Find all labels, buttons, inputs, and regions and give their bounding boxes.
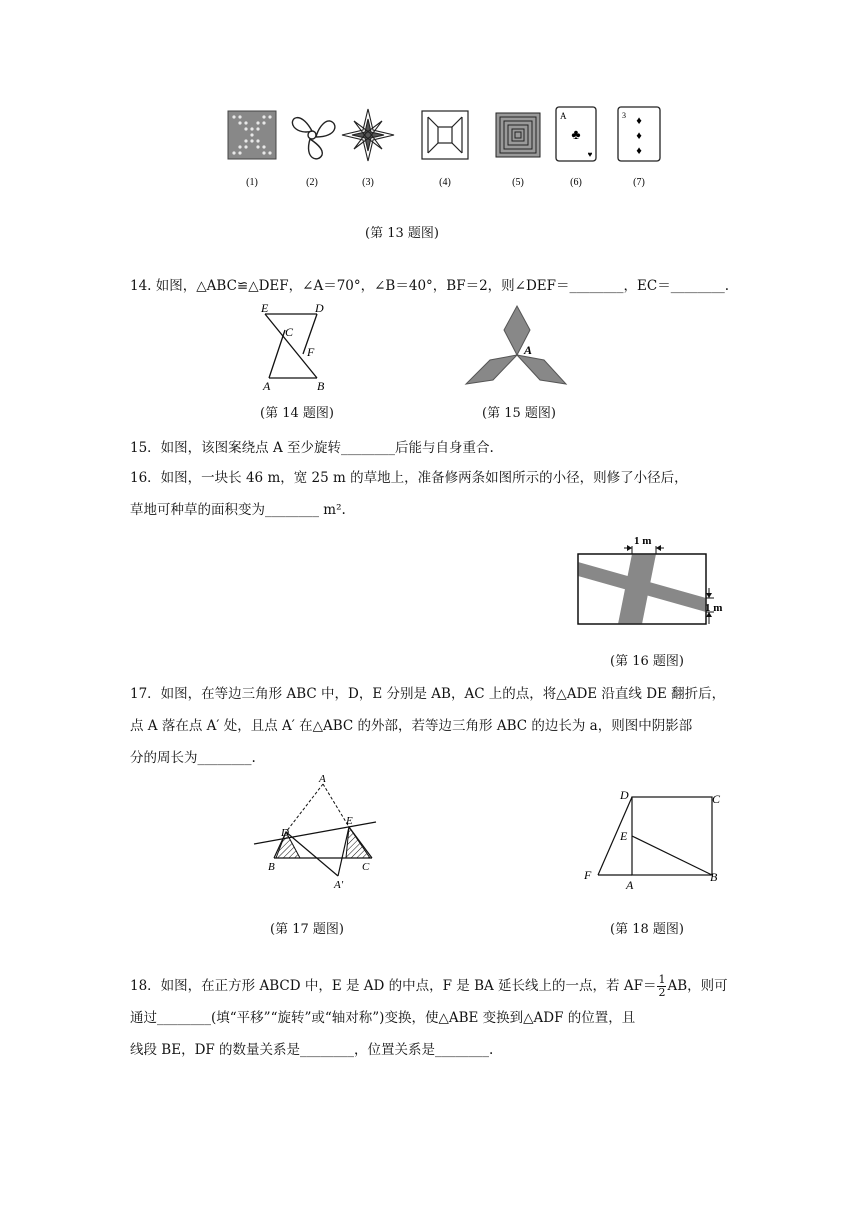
question-18-line-2: 通过________(填“平移”“旋转”或“轴对称”)变换，使△ABE 变换到△ADF 的位置，且 bbox=[130, 1010, 636, 1026]
fig17-point-C: C bbox=[362, 861, 370, 873]
fraction-denominator: 2 bbox=[658, 986, 666, 999]
figure-17-caption: (第 17 题图) bbox=[270, 922, 344, 937]
figure-13 bbox=[220, 105, 680, 195]
figure-18 bbox=[578, 785, 728, 890]
fig14-point-B: B bbox=[317, 379, 325, 393]
fig13-label-3: (3) bbox=[362, 177, 374, 188]
fig18-point-A: A bbox=[626, 878, 634, 890]
question-18-line-1-a: 18．如图，在正方形 ABCD 中，E 是 AD 的中点，F 是 BA 延长线上的一点，若 AF＝ bbox=[130, 978, 657, 994]
fig13-item-7 bbox=[618, 107, 660, 161]
fig15-point-A: A bbox=[524, 343, 533, 357]
fig13-item-3 bbox=[342, 109, 394, 161]
svg-text:♣: ♣ bbox=[571, 128, 581, 143]
figure-18-caption: (第 18 题图) bbox=[610, 922, 684, 937]
figure-13-caption: (第 13 题图) bbox=[365, 226, 439, 241]
fig13-item-2 bbox=[292, 118, 334, 159]
fig17-point-B: B bbox=[268, 861, 275, 873]
fig14-point-A: A bbox=[263, 379, 271, 393]
fig13-label-6: (6) bbox=[570, 177, 582, 188]
fig17-point-A: A bbox=[319, 773, 326, 785]
svg-text:♦: ♦ bbox=[636, 145, 642, 157]
fig18-point-C: C bbox=[712, 792, 721, 806]
question-15-text: 15．如图，该图案绕点 A 至少旋转________后能与自身重合. bbox=[130, 440, 494, 456]
figure-15-caption: (第 15 题图) bbox=[482, 406, 556, 421]
fig17-point-D: D bbox=[281, 827, 289, 839]
question-17-line-2: 点 A 落在点 A′ 处，且点 A′ 在△ABC 的外部，若等边三角形 ABC 的边长为 a，则图中阴影部 bbox=[130, 718, 693, 734]
question-18-line-3: 线段 BE，DF 的数量关系是________，位置关系是________. bbox=[130, 1042, 494, 1058]
fig13-label-7: (7) bbox=[633, 177, 645, 188]
figure-14 bbox=[255, 300, 345, 395]
figure-14-caption: (第 14 题图) bbox=[260, 406, 334, 421]
fig18-point-B: B bbox=[710, 870, 718, 884]
card7-rank: 3 bbox=[622, 111, 626, 120]
fig13-label-4: (4) bbox=[439, 177, 451, 188]
question-16-line-1: 16．如图，一块长 46 m，宽 25 m 的草地上，准备修两条如图所示的小径，则修了小径后， bbox=[130, 470, 688, 486]
svg-text:♦: ♦ bbox=[636, 115, 642, 127]
fig17-point-E: E bbox=[346, 815, 353, 827]
fig18-point-E: E bbox=[620, 829, 628, 843]
fig14-point-F: F bbox=[307, 345, 315, 359]
fig16-height-label: 1 m bbox=[705, 602, 723, 614]
fig14-point-C: C bbox=[285, 325, 294, 339]
fig13-item-5 bbox=[496, 113, 540, 157]
fraction-numerator: 1 bbox=[658, 973, 666, 986]
question-17-line-3: 分的周长为________. bbox=[130, 750, 256, 766]
svg-text:♥: ♥ bbox=[587, 150, 593, 159]
fig13-item-4 bbox=[422, 111, 468, 159]
fig17-point-A-prime: A′ bbox=[334, 879, 344, 891]
question-14-text: 14. 如图，△ABC≌△DEF，∠A＝70°，∠B＝40°，BF＝2，则∠DEF＝________，EC＝________. bbox=[130, 278, 729, 294]
question-17-line-1: 17．如图，在等边三角形 ABC 中，D，E 分别是 AB，AC 上的点，将△ADE 沿直线 DE 翻折后， bbox=[130, 686, 726, 702]
fig18-point-D: D bbox=[620, 788, 629, 802]
fig16-width-label: 1 m bbox=[634, 535, 652, 547]
fig13-label-5: (5) bbox=[512, 177, 524, 188]
question-18-line-1-b: AB，则可 bbox=[667, 978, 728, 994]
question-16-line-2: 草地可种草的面积变为________ m². bbox=[130, 502, 346, 518]
fraction-one-half bbox=[657, 974, 666, 999]
figure-17 bbox=[250, 772, 385, 892]
fig13-item-6 bbox=[556, 107, 596, 161]
figure-16 bbox=[572, 532, 732, 642]
figure-16-caption: (第 16 题图) bbox=[610, 654, 684, 669]
svg-text:♦: ♦ bbox=[636, 130, 642, 142]
fig13-item-1 bbox=[228, 111, 276, 159]
question-18-line-1 bbox=[130, 974, 728, 999]
fig13-label-1: (1) bbox=[246, 177, 258, 188]
card6-rank: A bbox=[560, 111, 567, 121]
fig13-label-2: (2) bbox=[306, 177, 318, 188]
fig14-point-D: D bbox=[315, 301, 324, 315]
figure-15 bbox=[460, 300, 570, 390]
fig14-point-E: E bbox=[261, 301, 269, 315]
fig18-point-F: F bbox=[584, 868, 592, 882]
